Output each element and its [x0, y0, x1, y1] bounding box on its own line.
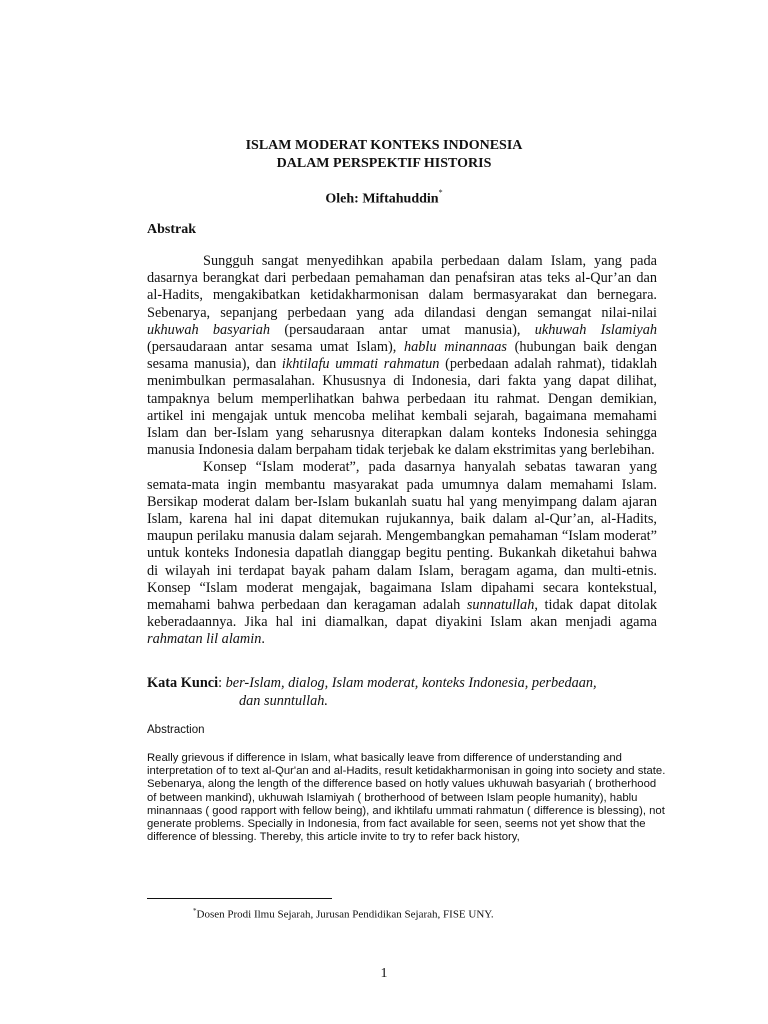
author-name: Oleh: Miftahuddin — [325, 191, 439, 207]
text-run: (persaudaraan antar umat manusia), — [270, 321, 535, 338]
keywords-line-2: dan sunntullah. — [239, 692, 328, 709]
abstrak-heading: Abstrak — [147, 222, 197, 237]
keywords-label: Kata Kunci — [147, 675, 219, 691]
abstrak-paragraph-1 — [147, 253, 657, 459]
text-run: (persaudaraan antar sesama umat Islam), — [147, 339, 404, 356]
title-line-2: DALAM PERSPEKTIF HISTORIS — [276, 156, 492, 171]
author-line — [0, 190, 768, 208]
abstraction-body: Really grievous if difference in Islam, what basically leave from difference of understanding and interpretation of to text al-Qur'an and al-Hadits, result ketidakharmonisan in going into society and state. Sebenarya, along the length of the difference based on hotly values ukhuwah basyariah ( brotherhood of between mankind), ukhuwah Islamiyah ( brotherhood of between Islam people humanity), hablu minannaas ( good rapport with fellow being), and ikhtilafu ummati rahmatun ( difference is blessing), not generate problems. Specially in Indonesia, from fact available for seen, seems not yet show that the difference of blessing. Thereby, this article invite to try to refer back history, — [147, 752, 666, 844]
footnote-mark: * — [193, 907, 197, 915]
abstrak-body — [147, 253, 657, 649]
italic-term: hablu minannaas — [403, 339, 507, 356]
text-run: Sungguh sangat menyedihkan apabila perbedaan dalam Islam, yang pada dasarnya berangkat dari perbedaan pemahaman dan penafsiran atas teks al-Qur’an dan al-Hadits, mengakibatkan ketidakharmonisan dalam bermasyarakat dan bernegara. Sebenarya, sepanjang perbedaan yang ada dilandasi dengan semangat nilai-nilai — [147, 253, 657, 321]
text-run: . — [261, 631, 265, 648]
keywords-block — [147, 675, 662, 710]
italic-term: ukhuwah basyariah — [147, 321, 271, 338]
paper-title — [0, 137, 768, 173]
text-run: (perbedaan adalah rahmat), tidaklah menimbulkan permasalahan. Khususnya di Indonesia, dari fakta yang dapat dilihat, tampaknya belum memperlihatkan bahwa perbedaan itu rahmat. Dengan demikian, artikel ini mengajak untuk mencoba melihat kembali sejarah, bagaimana memahami Islam dan ber-Islam yang seharusnya diterapkan dalam konteks Indonesia sehingga manusia Indonesia dalam berpaham tidak terjebak ke dalam ekstrimitas yang berlebihan. — [147, 356, 657, 459]
footnote-divider — [147, 898, 332, 899]
italic-term: ikhtilafu ummati rahmatun — [281, 356, 440, 373]
italic-term: sunnatullah — [466, 597, 535, 614]
keywords-line-1 — [147, 675, 662, 693]
footnote — [193, 907, 494, 921]
author-footnote-mark: * — [438, 188, 443, 197]
text-run: , tidak dapat ditolak keberadaannya. Jika hal ini diamalkan, dapat diyakini Islam akan menjadi agama — [147, 597, 657, 631]
text-run: Konsep “Islam moderat”, pada dasarnya hanyalah sebatas tawaran yang semata-mata ingin membantu masyarakat pada umumnya dalam memahami Islam. Bersikap moderat dalam ber-Islam bukanlah suatu hal yang menyimpang dalam ajaran Islam, karena hal ini dapat ditemukan rujukannya, baik dalam al-Qur’an, al-Hadits, maupun perilaku manusia dalam sejarah. Mengembangkan pemahaman “Islam moderat” untuk konteks Indonesia dapatlah dianggap begitu penting. Bukankah diketahui bahwa di wilayah ini terdapat bayak paham dalam Islam, beragam agama, dan multi-etnis. Konsep “Islam moderat mengajak, bagaimana Islam dipahami secara kontekstual, memahami bahwa perbedaan dan keragaman adalah — [147, 459, 657, 614]
italic-term: ukhuwah Islamiyah — [534, 321, 657, 338]
abstraction-heading: Abstraction — [147, 724, 205, 736]
keywords-list: ber-Islam, dialog, Islam moderat, konteks Indonesia, perbedaan, — [225, 675, 597, 691]
abstrak-paragraph-2 — [147, 459, 657, 648]
keywords-colon: : — [218, 675, 223, 691]
title-line-1: ISLAM MODERAT KONTEKS INDONESIA — [245, 138, 523, 153]
italic-term: rahmatan lil alamin — [147, 631, 262, 648]
page-number: 1 — [380, 966, 388, 981]
footnote-text: Dosen Prodi Ilmu Sejarah, Jurusan Pendidikan Sejarah, FISE UNY. — [196, 908, 494, 921]
text-run: (hubungan baik dengan sesama manusia), dan — [147, 339, 657, 373]
